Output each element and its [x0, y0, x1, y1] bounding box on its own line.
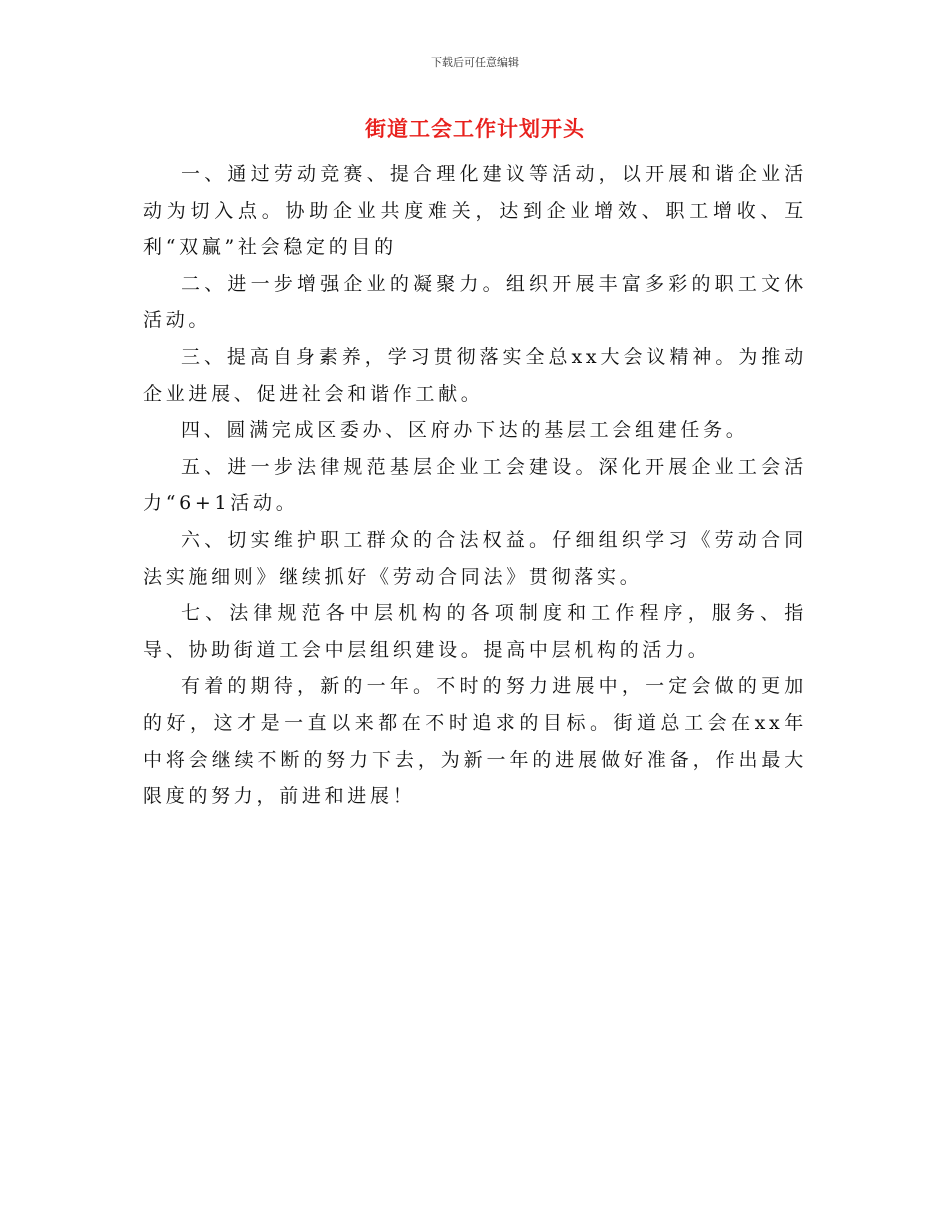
paragraph-4: 四、圆满完成区委办、区府办下达的基层工会组建任务。 — [181, 419, 749, 442]
document-body — [143, 156, 807, 815]
header-note: 下载后可任意编辑 — [431, 56, 519, 69]
paragraph-7: 七、法律规范各中层机构的各项制度和工作程序，服务、指导、协助街道工会中层组织建设。提高中层机构的活力。 — [143, 602, 807, 661]
paragraph-6: 六、切实维护职工群众的合法权益。仔细组织学习《劳动合同法实施细则》继续抓好《劳动合同法》贯彻落实。 — [143, 528, 807, 588]
paragraph-8: 有着的期待，新的一年。不时的努力进展中，一定会做的更加的好，这才是一直以来都在不时追求的目标。街道总工会在xx年中将会继续不断的努力下去，为新一年的进展做好准备，作出最大限度的努力，前进和进展！ — [143, 675, 807, 808]
paragraph-5: 五、进一步法律规范基层企业工会建设。深化开展企业工会活力“6+1活动。 — [143, 455, 807, 515]
paragraph-3: 三、提高自身素养，学习贯彻落实全总xx大会议精神。为推动企业进展、促进社会和谐作工献。 — [143, 345, 807, 405]
document-title: 街道工会工作计划开头 — [365, 117, 585, 141]
paragraph-1: 一、通过劳动竞赛、提合理化建议等活动，以开展和谐企业活动为切入点。协助企业共度难关，达到企业增效、职工增收、互利“双赢”社会稳定的目的 — [143, 163, 807, 259]
paragraph-2: 二、进一步增强企业的凝聚力。组织开展丰富多彩的职工文休活动。 — [143, 272, 807, 332]
